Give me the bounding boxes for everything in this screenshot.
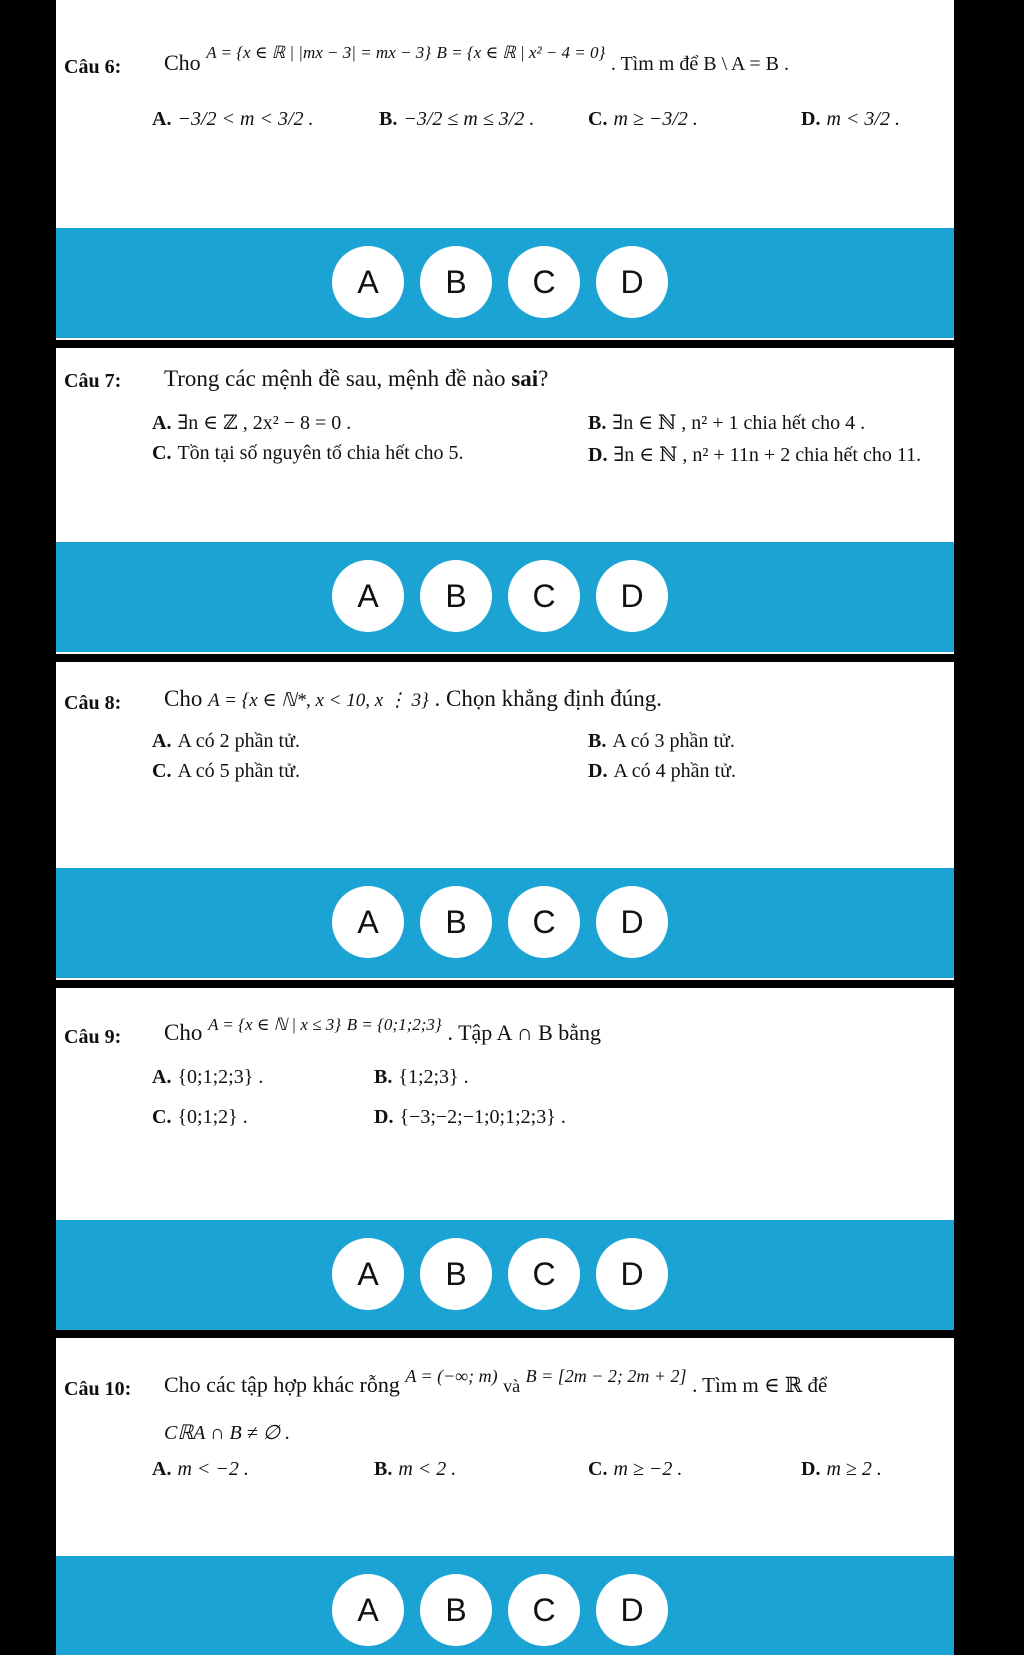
- answer-c-button[interactable]: C: [508, 1574, 580, 1646]
- answer-a-button[interactable]: A: [332, 560, 404, 632]
- set-a: A = {x ∈ ℕ | x ≤ 3}: [208, 1015, 342, 1034]
- question-label: Câu 10:: [64, 1378, 132, 1400]
- option-c: C. m ≥ −2 .: [588, 1458, 683, 1480]
- answer-bar: [56, 228, 954, 338]
- set-b: B = [2m − 2; 2m + 2]: [525, 1366, 687, 1386]
- answer-bar: [56, 1556, 954, 1655]
- question-stem: Cho $^{A = \{x \in ℝ | |mx - 3| = mx - 3\}}$ $^{B = \{x \in ℝ | x^2 - 4 = 0\}}$ . Tìm m để B \ A = B .: [164, 43, 789, 75]
- question-ask: . Chọn khẳng định đúng.: [434, 686, 662, 711]
- set-b: B = {0;1;2;3}: [346, 1015, 442, 1034]
- option-a: A. {0;1;2;3} .: [152, 1066, 264, 1088]
- set-a: A = {x ∈ ℕ*, x < 10, x ⋮ 3}: [208, 690, 429, 711]
- question-label: Câu 6:: [64, 56, 122, 78]
- option-b: B. {1;2;3} .: [374, 1066, 469, 1088]
- answer-bar: [56, 868, 954, 978]
- answer-d-button[interactable]: D: [596, 560, 668, 632]
- answer-c-button[interactable]: C: [508, 560, 580, 632]
- answer-b-button[interactable]: B: [420, 1238, 492, 1310]
- answer-bar: [56, 1220, 954, 1330]
- set-a: A = {x ∈ ℝ | |mx − 3| = mx − 3}: [206, 43, 432, 62]
- option-c: C. A có 5 phần tử.: [152, 760, 300, 782]
- question-ask: . Tìm m để B \ A = B .: [610, 53, 789, 75]
- option-a: A. m < −2 .: [152, 1458, 249, 1480]
- option-d: D. ∃n ∈ ℕ , n² + 11n + 2 chia hết cho 11.: [588, 444, 922, 466]
- answer-b-button[interactable]: B: [420, 560, 492, 632]
- answer-d-button[interactable]: D: [596, 1238, 668, 1310]
- answer-a-button[interactable]: A: [332, 1574, 404, 1646]
- question-6-card: [56, 0, 954, 340]
- question-ask: . Tìm m ∈ ℝ để: [692, 1373, 828, 1397]
- option-b: B. ∃n ∈ ℕ , n² + 1 chia hết cho 4 .: [588, 412, 866, 434]
- question-stem: Cho các tập hợp khác rỗng $^{A = (-\infty; m)}$ và $^{B = [2m - 2; 2m + 2]}$ . Tìm m ∈ ℝ để: [164, 1366, 828, 1397]
- question-9-card: [56, 988, 954, 1330]
- option-b: B. A có 3 phần tử.: [588, 730, 735, 752]
- option-c: C. Tồn tại số nguyên tố chia hết cho 5.: [152, 442, 464, 464]
- question-label: Câu 9:: [64, 1026, 122, 1048]
- answer-c-button[interactable]: C: [508, 886, 580, 958]
- question-stem: Trong các mệnh đề sau, mệnh đề nào sai?: [164, 366, 549, 391]
- answer-c-button[interactable]: C: [508, 1238, 580, 1310]
- answer-b-button[interactable]: B: [420, 246, 492, 318]
- option-b: B. −3/2 ≤ m ≤ 3/2 .: [379, 108, 535, 130]
- question-label: Câu 7:: [64, 370, 122, 392]
- answer-a-button[interactable]: A: [332, 1238, 404, 1310]
- question-10-card: [56, 1338, 954, 1655]
- option-d: D. m < 3/2 .: [801, 108, 900, 130]
- option-c: C. m ≥ −3/2 .: [588, 108, 698, 130]
- answer-b-button[interactable]: B: [420, 1574, 492, 1646]
- answer-d-button[interactable]: D: [596, 1574, 668, 1646]
- answer-d-button[interactable]: D: [596, 246, 668, 318]
- option-c: C. {0;1;2} .: [152, 1106, 248, 1128]
- answer-b-button[interactable]: B: [420, 886, 492, 958]
- answer-d-button[interactable]: D: [596, 886, 668, 958]
- option-d: D. {−3;−2;−1;0;1;2;3} .: [374, 1106, 566, 1128]
- question-ask: . Tập A ∩ B bằng: [447, 1020, 602, 1045]
- option-a: A. A có 2 phần tử.: [152, 730, 300, 752]
- question-stem: Cho $^{A = \{x \in ℕ | x \le 3\}}$ $^{B = \{0;1;2;3\}}$ . Tập A ∩ B bằng: [164, 1015, 602, 1045]
- set-a: A = (−∞; m): [405, 1366, 498, 1386]
- option-b: B. m < 2 .: [374, 1458, 457, 1480]
- set-b: B = {x ∈ ℝ | x² − 4 = 0}: [436, 43, 606, 62]
- option-a: A. −3/2 < m < 3/2 .: [152, 108, 314, 130]
- question-8-card: [56, 662, 954, 980]
- question-condition: CℝA ∩ B ≠ ∅ .: [164, 1422, 291, 1444]
- answer-a-button[interactable]: A: [332, 246, 404, 318]
- question-7-card: [56, 348, 954, 654]
- option-d: D. m ≥ 2 .: [801, 1458, 882, 1480]
- answer-a-button[interactable]: A: [332, 886, 404, 958]
- answer-c-button[interactable]: C: [508, 246, 580, 318]
- option-a: A. ∃n ∈ ℤ , 2x² − 8 = 0 .: [152, 412, 352, 434]
- question-stem: Cho A = {x ∈ ℕ*, x < 10, x ⋮ 3} . Chọn khẳng định đúng.: [164, 686, 662, 711]
- option-d: D. A có 4 phần tử.: [588, 760, 736, 782]
- answer-bar: [56, 542, 954, 652]
- question-label: Câu 8:: [64, 692, 122, 714]
